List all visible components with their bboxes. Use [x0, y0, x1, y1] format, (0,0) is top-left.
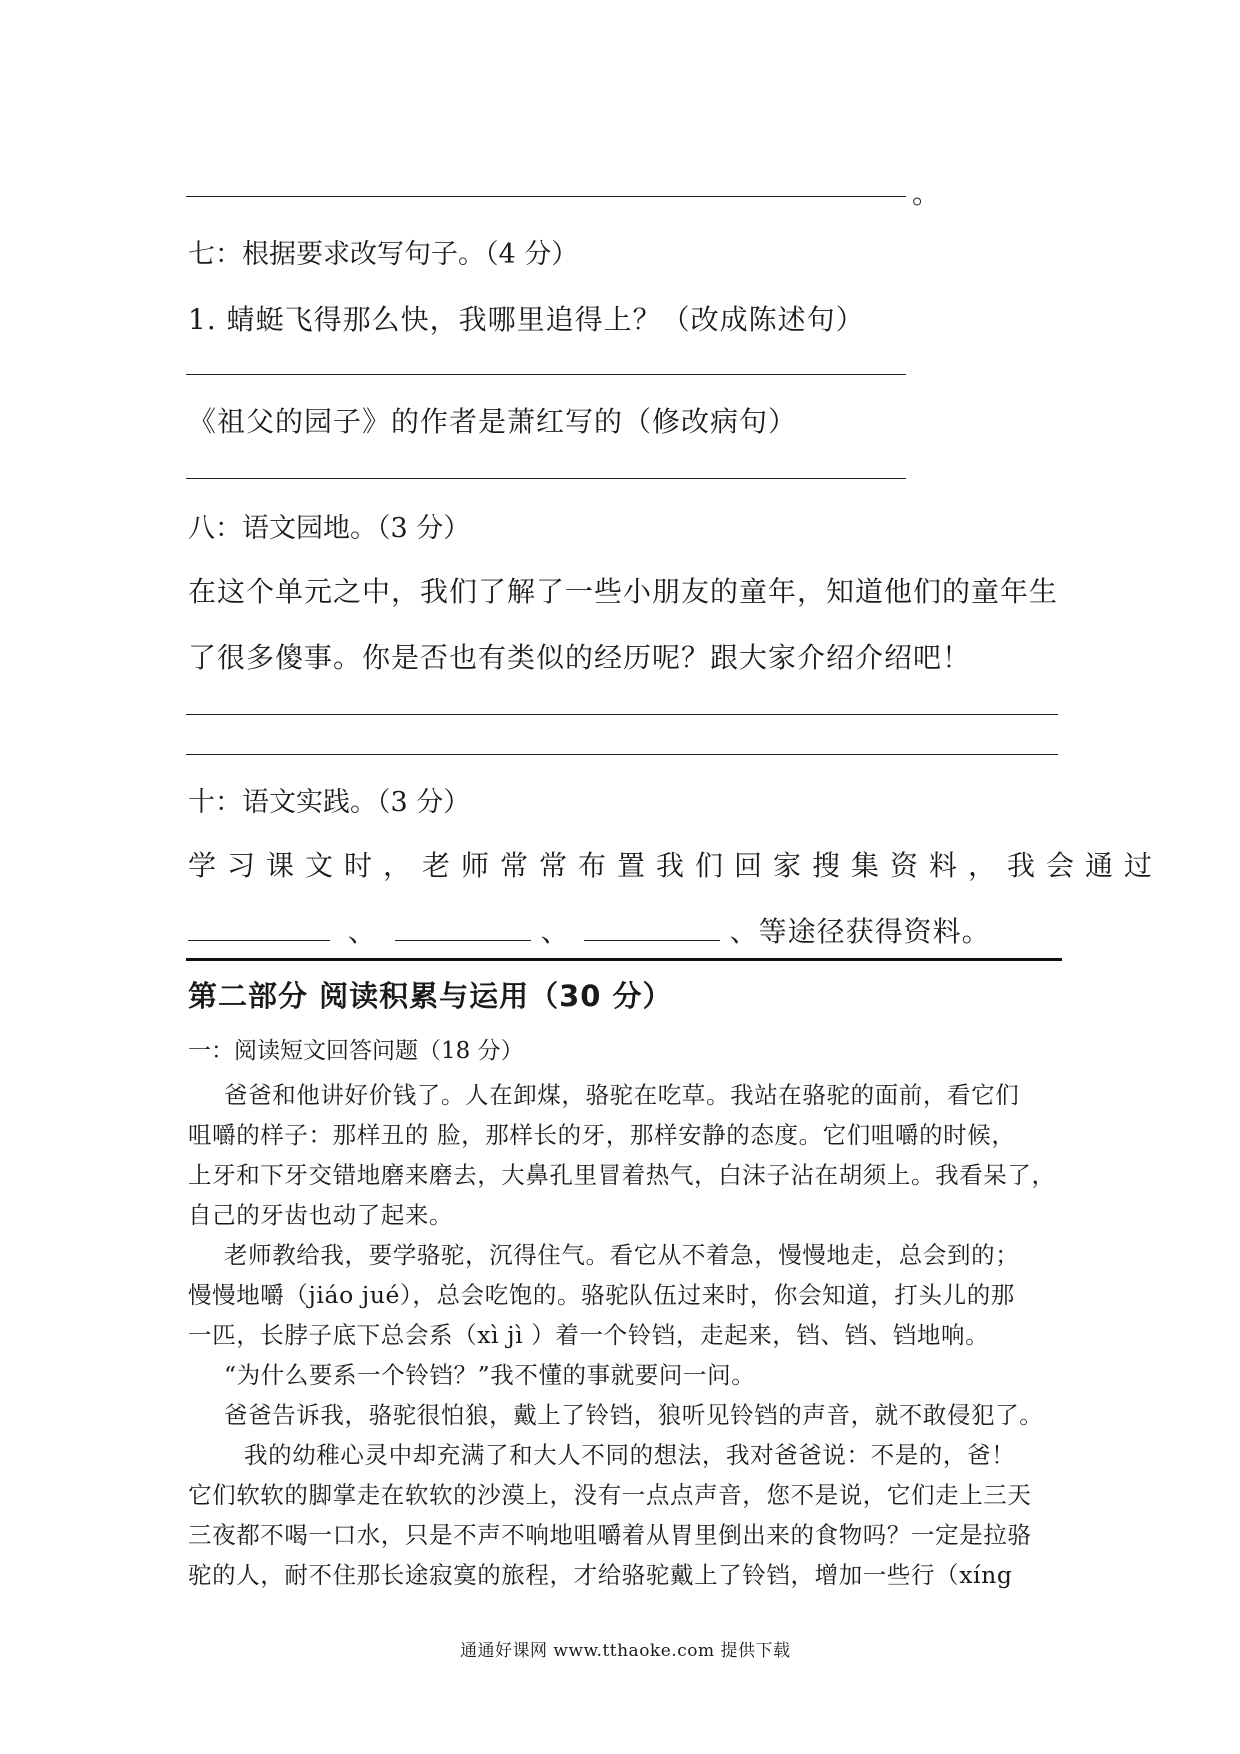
section8-line-2: 了很多傻事。你是否也有类似的经历呢？跟大家介绍介绍吧！: [188, 641, 972, 674]
answer-line-s8-2: [186, 754, 1058, 755]
section7-heading: 七：根据要求改写句子。（4 分）: [188, 239, 579, 270]
separator-1: 、: [347, 915, 377, 948]
passage-line-3: 上牙和下牙交错地磨来磨去，大鼻孔里冒着热气，白沫子沾在胡须上。我看呆了，: [188, 1161, 1056, 1189]
blank-3[interactable]: [584, 916, 720, 941]
end-mark: 。: [912, 177, 942, 210]
passage-line-5: 老师教给我，要学骆驼，沉得住气。看它从不着急，慢慢地走，总会到的；: [224, 1241, 1020, 1269]
passage-line-6: 慢慢地嚼（jiáo jué），总会吃饱的。骆驼队伍过来时，你会知道，打头儿的那: [188, 1281, 1015, 1309]
section8-heading: 八：语文园地。（3 分）: [188, 513, 471, 544]
page-footer: 通通好课网 www.tthaoke.com 提供下载: [460, 1641, 791, 1661]
part2-subtitle: 一：阅读短文回答问题（18 分）: [188, 1038, 524, 1064]
answer-line-q2: [186, 478, 906, 479]
passage-line-9: 爸爸告诉我，骆驼很怕狼，戴上了铃铛，狼听见铃铛的声音，就不敢侵犯了。: [224, 1401, 1044, 1429]
answer-line-q1: [186, 374, 906, 375]
section10-fill-line: [188, 910, 991, 950]
answer-line-s8-1: [186, 714, 1058, 715]
section8-line-1: 在这个单元之中，我们了解了一些小朋友的童年，知道他们的童年生: [188, 575, 1059, 608]
passage-line-11: 它们软软的脚掌走在软软的沙漠上，没有一点点声音，您不是说，它们走上三天: [188, 1481, 1032, 1509]
passage-line-13: 驼的人，耐不住那长途寂寞的旅程，才给骆驼戴上了铃铛，增加一些行（xíng: [188, 1561, 1013, 1589]
passage-line-12: 三夜都不喝一口水，只是不声不响地咀嚼着从胃里倒出来的食物吗？一定是拉骆: [188, 1521, 1032, 1549]
section7-question-1: 1. 蜻蜓飞得那么快，我哪里追得上？（改成陈述句）: [188, 303, 865, 336]
part-divider: [186, 958, 1062, 961]
answer-line-top: [186, 196, 906, 197]
section10-heading: 十：语文实践。（3 分）: [188, 787, 471, 818]
passage-line-8: “为什么要系一个铃铛？”我不懂的事就要问一问。: [224, 1361, 756, 1389]
passage-line-1: 爸爸和他讲好价钱了。人在卸煤，骆驼在吃草。我站在骆驼的面前，看它们: [224, 1081, 1020, 1109]
passage-line-10: 我的幼稚心灵中却充满了和大人不同的想法，我对爸爸说：不是的，爸！: [244, 1441, 1016, 1469]
blank-2[interactable]: [395, 916, 531, 941]
passage-line-2: 咀嚼的样子：那样丑的 脸，那样长的牙，那样安静的态度。它们咀嚼的时候，: [188, 1121, 1016, 1149]
passage-line-4: 自己的牙齿也动了起来。: [188, 1201, 454, 1229]
passage-line-7: 一匹，长脖子底下总会系（xì jì ）着一个铃铛，走起来，铛、铛、铛地响。: [188, 1321, 990, 1349]
section7-question-2: 《祖父的园子》的作者是萧红写的（修改病句）: [188, 405, 798, 438]
separator-2: 、: [540, 915, 570, 948]
blank-1[interactable]: [188, 916, 330, 941]
part2-title: 第二部分 阅读积累与运用（30 分）: [188, 979, 673, 1013]
section10-line-1: 学习课文时，老师常常布置我们回家搜集资料，我会通过: [188, 849, 1164, 882]
section10-tail: 、等途径获得资料。: [729, 915, 991, 948]
